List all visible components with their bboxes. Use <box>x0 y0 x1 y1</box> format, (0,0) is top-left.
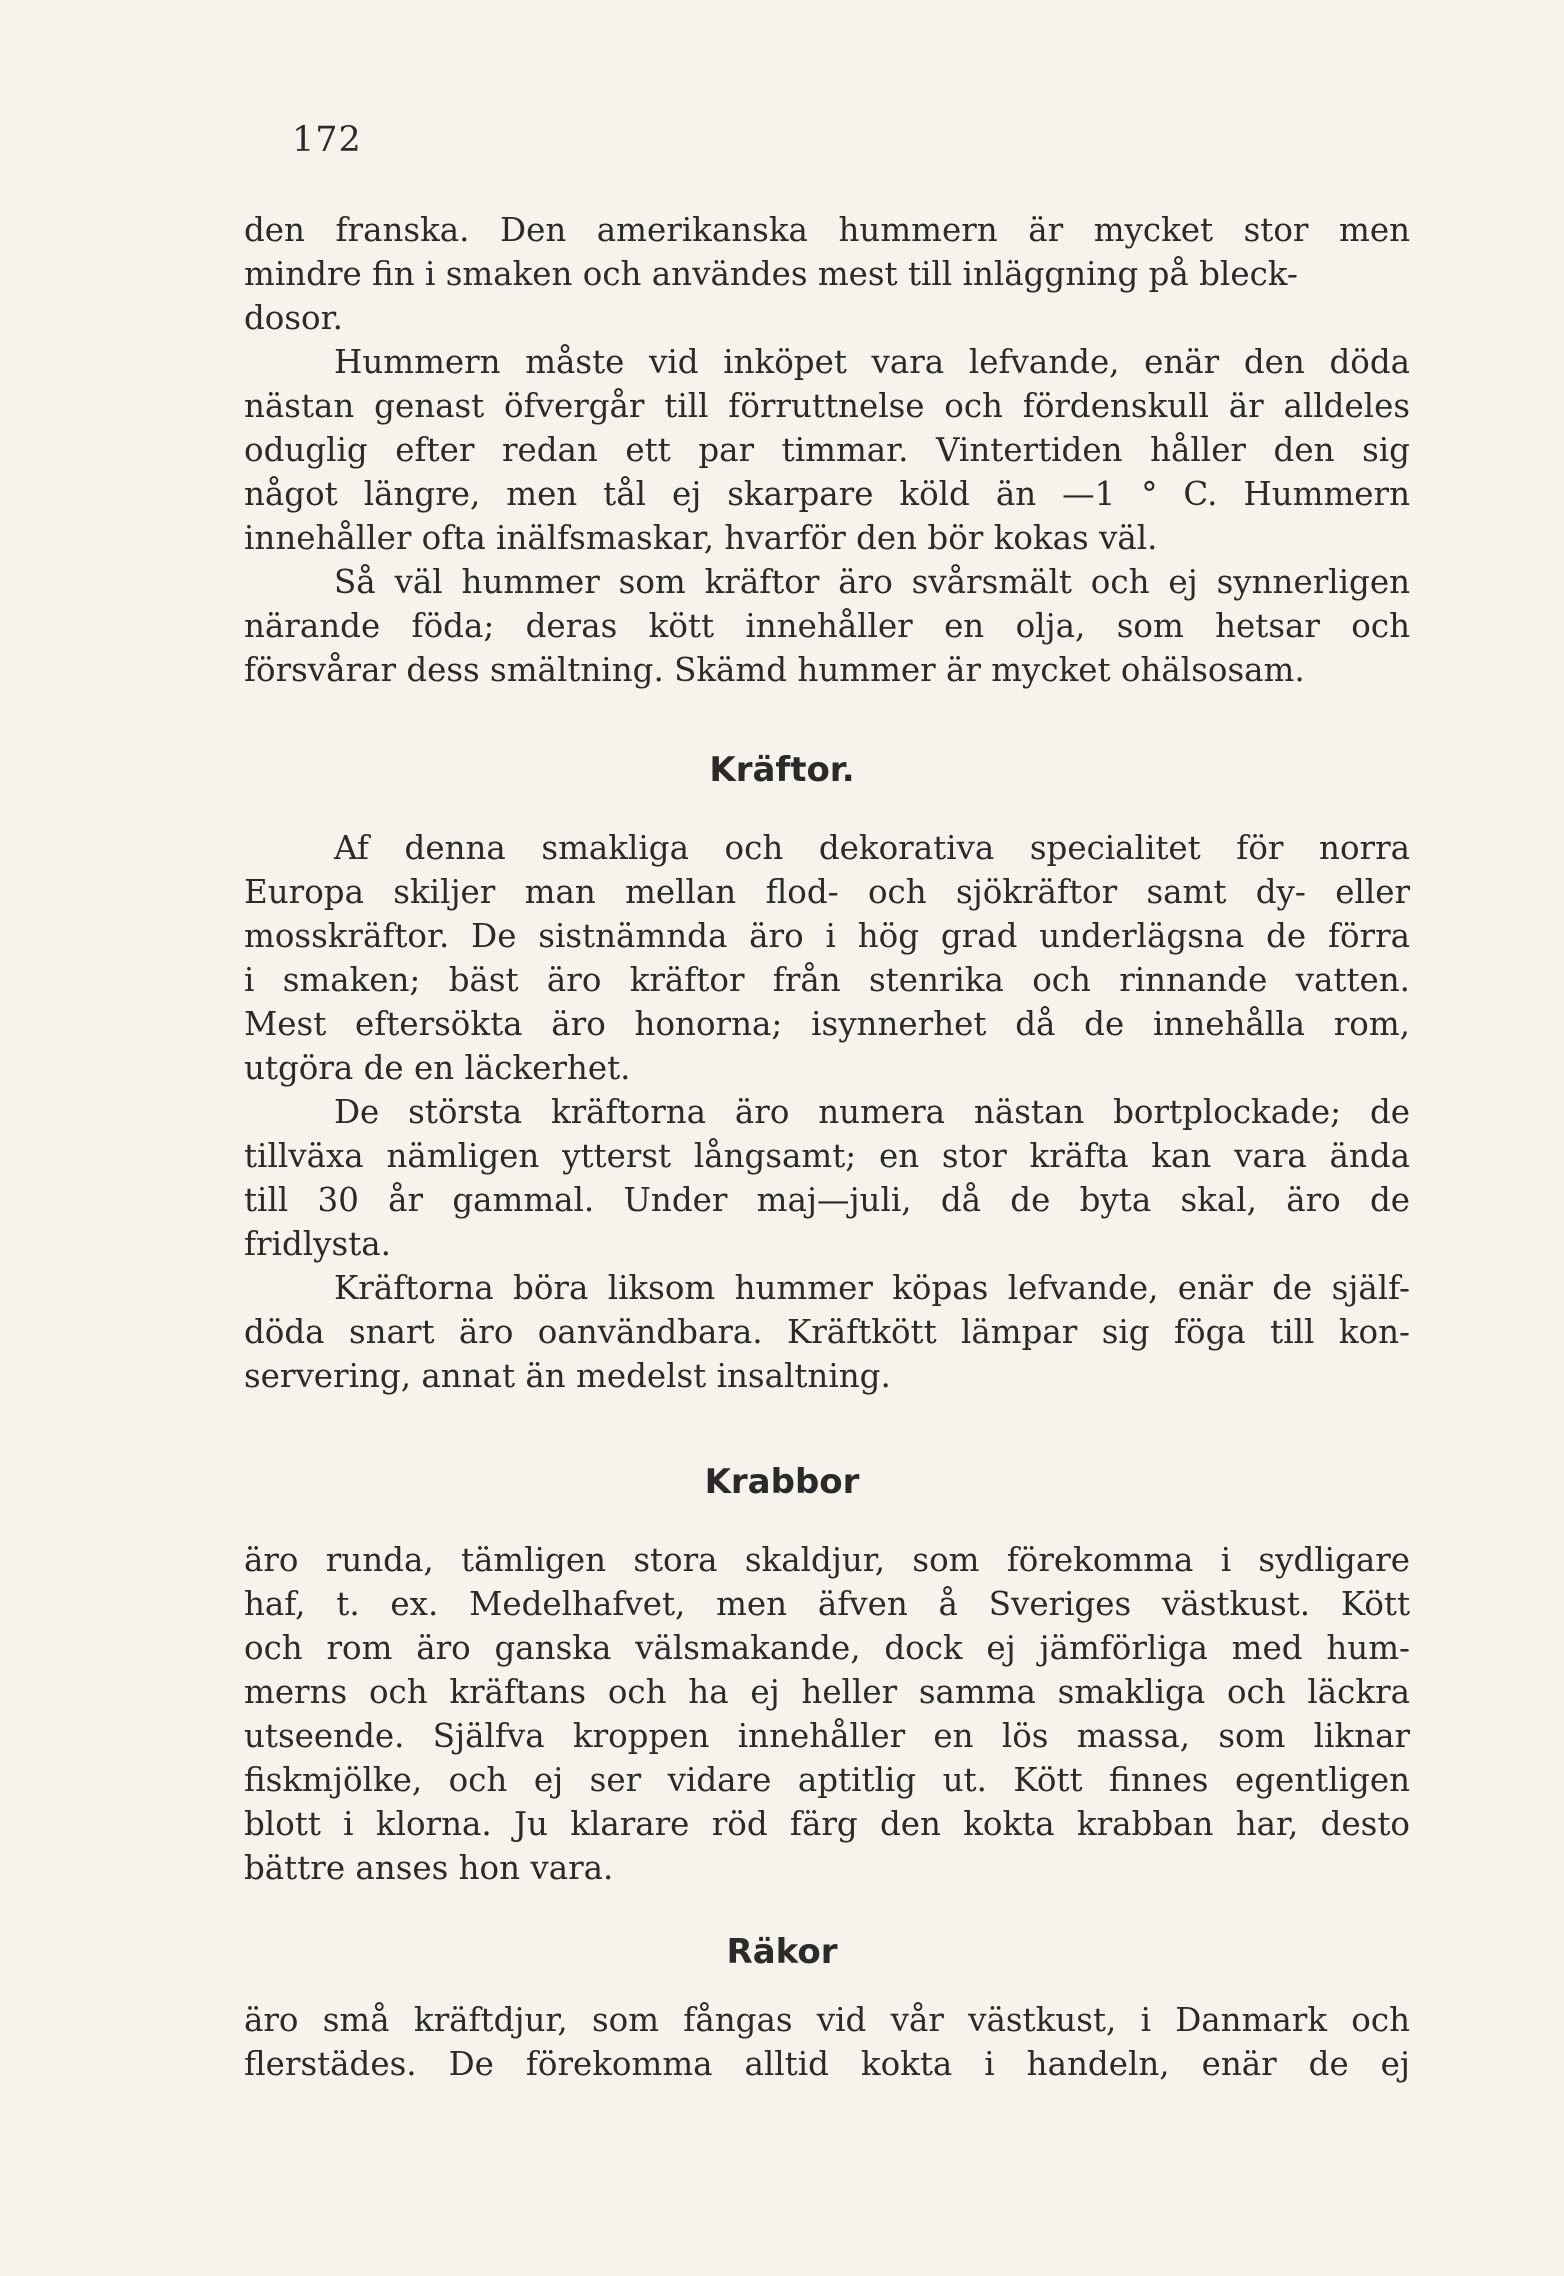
text-line: merns och kräftans och ha ej heller samma smakliga och läckra <box>244 1673 1410 1711</box>
text-line: oduglig efter redan ett par timmar. Vintertiden håller den sig <box>244 431 1410 469</box>
text-line: bättre anses hon vara. <box>244 1849 614 1887</box>
text-line: försvårar dess smältning. Skämd hummer är mycket ohälsosam. <box>244 651 1305 689</box>
section-heading-krabbor: Krabbor <box>704 1462 860 1502</box>
text-line: fridlysta. <box>244 1225 391 1263</box>
text-line: Kräftorna böra liksom hummer köpas lefvande, enär de själf- <box>334 1269 1410 1307</box>
text-line: och rom äro ganska välsmakande, dock ej jämförliga med hum- <box>244 1629 1410 1667</box>
text-line: servering, annat än medelst insaltning. <box>244 1357 891 1395</box>
text-line: till 30 år gammal. Under maj—juli, då de byta skal, äro de <box>244 1181 1410 1219</box>
text-line: nästan genast öfvergår till förruttnelse och fördenskull är alldeles <box>244 387 1410 425</box>
text-line: i smaken; bäst äro kräftor från stenrika och rinnande vatten. <box>244 961 1410 999</box>
text-line: närande föda; deras kött innehåller en olja, som hetsar och <box>244 607 1410 645</box>
text-line: äro små kräftdjur, som fångas vid vår västkust, i Danmark och <box>244 2001 1410 2039</box>
text-line: mindre fin i smaken och användes mest till inläggning på bleck- <box>244 255 1298 293</box>
text-line: flerstädes. De förekomma alltid kokta i handeln, enär de ej <box>244 2045 1410 2083</box>
paragraph-rakor <box>244 1998 1410 2086</box>
text-line: innehåller ofta inälfsmaskar, hvarför den bör kokas väl. <box>244 519 1158 557</box>
text-line: haf, t. ex. Medelhafvet, men äfven å Sveriges västkust. Kött <box>244 1585 1410 1623</box>
section-heading-rakor: Räkor <box>726 1932 838 1972</box>
text-line: blott i klorna. Ju klarare röd färg den kokta krabban har, desto <box>244 1805 1410 1843</box>
text-line: Mest eftersökta äro honorna; isynnerhet då de innehålla rom, <box>244 1005 1410 1043</box>
text-line: något längre, men tål ej skarpare köld än —1 ° C. Hummern <box>244 475 1410 513</box>
text-line: mosskräftor. De sistnämnda äro i hög grad underlägsna de förra <box>244 917 1410 955</box>
text-line: Hummern måste vid inköpet vara lefvande, enär den döda <box>334 343 1410 381</box>
paragraph-krabbor <box>244 1538 1410 1890</box>
text-line: den franska. Den amerikanska hummern är mycket stor men <box>244 211 1410 249</box>
section-heading-kraftor: Kräftor. <box>709 750 855 790</box>
text-line: fiskmjölke, och ej ser vidare aptitlig ut. Kött finnes egentligen <box>244 1761 1410 1799</box>
text-line: utseende. Själfva kroppen innehåller en lös massa, som liknar <box>244 1717 1410 1755</box>
text-line: Så väl hummer som kräftor äro svårsmält och ej synnerligen <box>334 563 1410 601</box>
paragraph-kraftor <box>244 826 1410 1398</box>
page-number: 172 <box>292 120 362 160</box>
text-line: utgöra de en läckerhet. <box>244 1049 631 1087</box>
text-line: äro runda, tämligen stora skaldjur, som förekomma i sydligare <box>244 1541 1410 1579</box>
text-line: tillväxa nämligen ytterst långsamt; en stor kräfta kan vara ända <box>244 1137 1410 1175</box>
text-line: dosor. <box>244 299 343 337</box>
text-line: Europa skiljer man mellan flod- och sjökräftor samt dy- eller <box>244 873 1410 911</box>
text-line: döda snart äro oanvändbara. Kräftkött lämpar sig föga till kon- <box>244 1313 1410 1351</box>
text-line: Af denna smakliga och dekorativa specialitet för norra <box>334 829 1410 867</box>
paragraph-hummer <box>244 208 1410 692</box>
text-line: De största kräftorna äro numera nästan bortplockade; de <box>334 1093 1410 1131</box>
